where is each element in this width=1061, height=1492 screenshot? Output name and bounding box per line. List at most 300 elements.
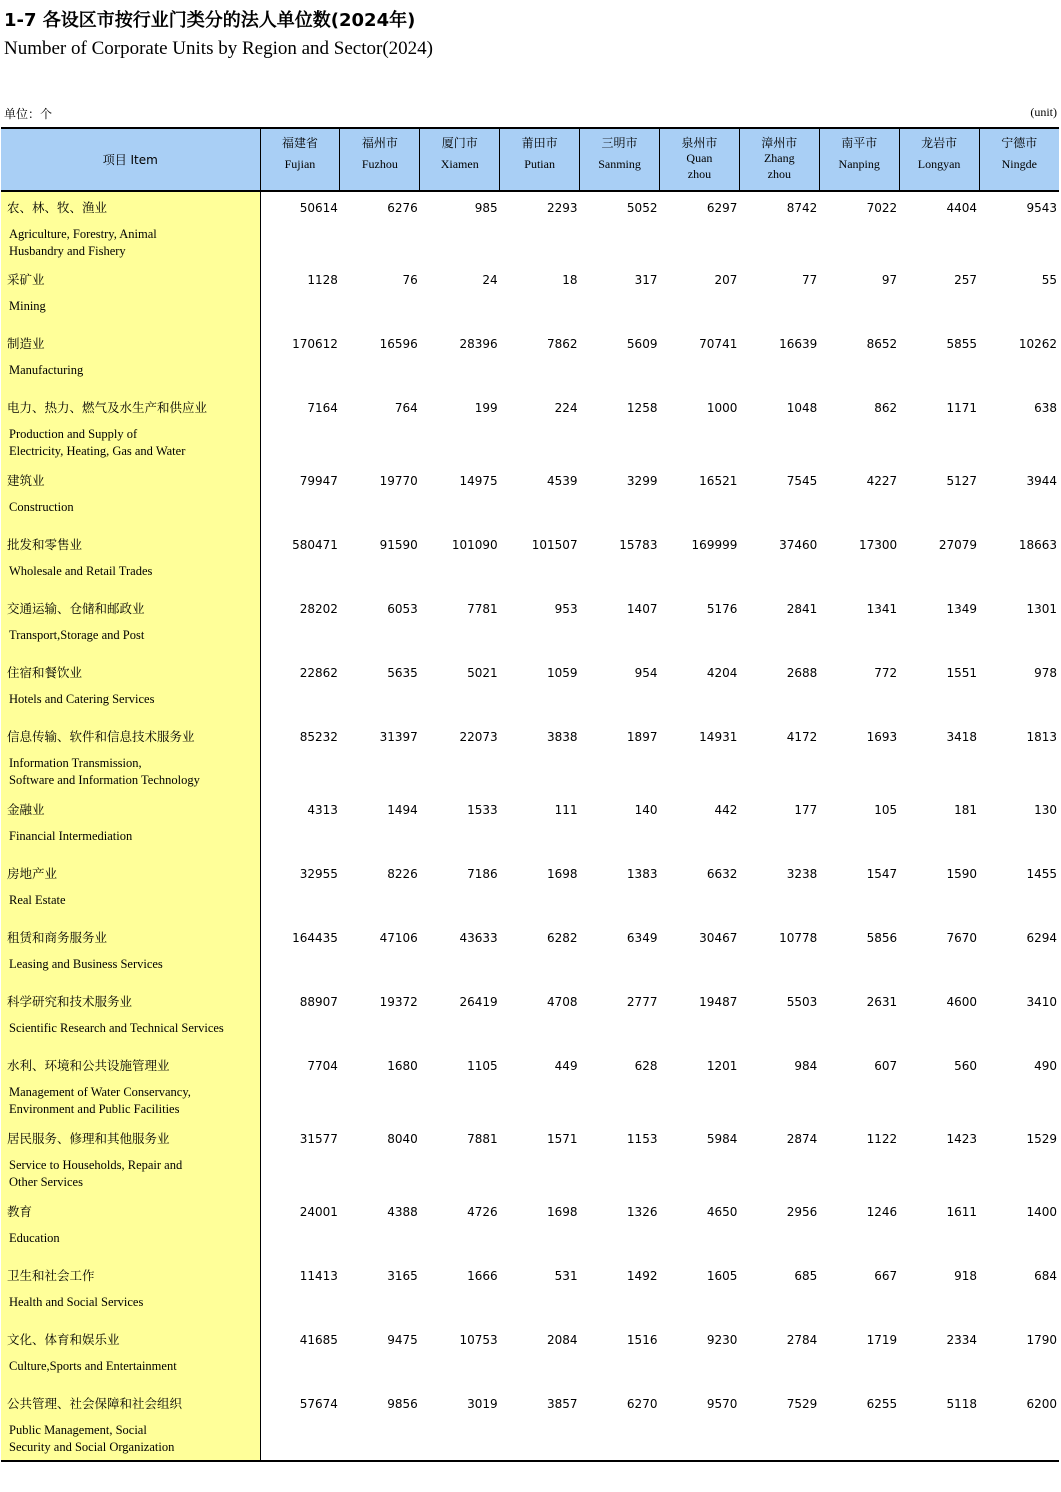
value-cell: 9570 xyxy=(659,1388,739,1461)
value-cell: 953 xyxy=(554,602,578,616)
value-cell: 772 xyxy=(874,666,898,680)
table-row xyxy=(1,657,1059,721)
region-column-header xyxy=(979,128,1059,191)
value-cell: 6270 xyxy=(580,1388,660,1461)
sector-cell xyxy=(1,1260,260,1324)
value-cell: 1897 xyxy=(626,730,658,744)
value-cell: 17300 xyxy=(858,538,898,552)
value-cell: 4227 xyxy=(866,474,898,488)
value-cell: 111 xyxy=(554,803,578,817)
region-name-en: Zhang zhou xyxy=(763,151,795,181)
value-cell: 24001 xyxy=(299,1205,338,1219)
sector-name-en: Transport,Storage and Post xyxy=(9,628,145,642)
value-cell: 1492 xyxy=(626,1269,658,1283)
value-cell: 76 xyxy=(402,273,418,287)
region-name-cn: 漳州市 xyxy=(761,136,798,150)
sector-name-cn: 房地产业 xyxy=(7,866,58,881)
value-cell: 177 xyxy=(794,803,818,817)
value-cell: 19487 xyxy=(699,995,738,1009)
value-cell: 37460 xyxy=(779,538,818,552)
value-cell: 224 xyxy=(554,401,578,415)
sector-name-cn: 批发和零售业 xyxy=(7,537,83,552)
sector-cell xyxy=(1,264,260,328)
value-cell: 985 xyxy=(474,201,498,215)
sector-name-cn: 水利、环境和公共设施管理业 xyxy=(7,1058,170,1073)
table-row xyxy=(1,858,1059,922)
value-cell: 207 xyxy=(714,273,738,287)
value-cell: 1698 xyxy=(547,867,578,881)
value-cell: 1122 xyxy=(866,1132,898,1146)
sector-cell xyxy=(1,986,260,1050)
region-name-en: Xiamen xyxy=(440,157,479,171)
page-title-cn: 1-7 各设区市按行业门类分的法人单位数(2024年) xyxy=(4,10,416,31)
value-cell: 5127 xyxy=(946,474,978,488)
sector-cell xyxy=(1,1388,260,1461)
table-row xyxy=(1,721,1059,794)
value-cell: 1400 xyxy=(1026,1205,1057,1219)
value-cell: 685 xyxy=(794,1269,818,1283)
region-name-en: Nanping xyxy=(838,157,880,171)
value-cell: 1128 xyxy=(307,273,338,287)
sector-name-cn: 制造业 xyxy=(7,336,45,351)
value-cell: 164435 xyxy=(292,931,338,945)
sector-name-en: Hotels and Catering Services xyxy=(9,692,155,706)
value-cell: 1301 xyxy=(1026,602,1057,616)
region-name-en: Putian xyxy=(524,157,555,171)
value-cell: 7881 xyxy=(467,1132,498,1146)
value-cell: 3410 xyxy=(1026,995,1057,1009)
value-cell: 101507 xyxy=(531,538,578,552)
value-cell: 9856 xyxy=(340,1388,420,1461)
sector-name-en: Financial Intermediation xyxy=(9,829,133,843)
sector-name-cn: 教育 xyxy=(7,1204,33,1219)
region-column-header xyxy=(819,128,899,191)
value-cell: 31397 xyxy=(379,730,418,744)
value-cell: 41685 xyxy=(299,1333,338,1347)
sector-name-cn: 住宿和餐饮业 xyxy=(7,665,83,680)
table-row xyxy=(1,392,1059,465)
value-cell: 11413 xyxy=(299,1269,338,1283)
unit-label-cn: 单位：个 xyxy=(4,107,53,121)
value-cell: 1246 xyxy=(866,1205,898,1219)
region-column-header xyxy=(260,128,340,191)
value-cell: 4388 xyxy=(387,1205,418,1219)
item-column-header: 项目 Item xyxy=(1,128,260,191)
table-row xyxy=(1,1260,1059,1324)
value-cell: 1258 xyxy=(626,401,658,415)
value-cell: 7704 xyxy=(307,1059,338,1073)
value-cell: 3418 xyxy=(946,730,978,744)
value-cell: 6200 xyxy=(979,1388,1059,1461)
value-cell: 4404 xyxy=(946,201,978,215)
value-cell: 3838 xyxy=(547,730,578,744)
value-cell: 764 xyxy=(394,401,418,415)
sector-name-en: Real Estate xyxy=(9,893,66,907)
region-name-cn: 泉州市 xyxy=(681,136,718,150)
value-cell: 638 xyxy=(1034,401,1057,415)
value-cell: 1383 xyxy=(626,867,658,881)
sector-name-en: Mining xyxy=(9,299,46,313)
sector-name-cn: 交通运输、仓储和邮政业 xyxy=(7,601,145,616)
value-cell: 1529 xyxy=(1026,1132,1057,1146)
value-cell: 3299 xyxy=(626,474,658,488)
value-cell: 8742 xyxy=(786,201,818,215)
value-cell: 1171 xyxy=(946,401,978,415)
value-cell: 5118 xyxy=(899,1388,979,1461)
sector-name-cn: 租赁和商务服务业 xyxy=(7,930,108,945)
value-cell: 490 xyxy=(1034,1059,1057,1073)
value-cell: 2631 xyxy=(866,995,898,1009)
value-cell: 57674 xyxy=(260,1388,340,1461)
value-cell: 28202 xyxy=(299,602,338,616)
sector-cell xyxy=(1,191,260,264)
value-cell: 580471 xyxy=(292,538,338,552)
value-cell: 984 xyxy=(794,1059,818,1073)
value-cell: 1693 xyxy=(866,730,898,744)
value-cell: 1048 xyxy=(786,401,818,415)
value-cell: 1547 xyxy=(866,867,898,881)
value-cell: 3944 xyxy=(1026,474,1057,488)
region-name-en: Quan zhou xyxy=(686,151,713,181)
table-row xyxy=(1,191,1059,264)
value-cell: 4650 xyxy=(706,1205,738,1219)
corporate-units-table xyxy=(1,127,1059,1462)
value-cell: 170612 xyxy=(292,337,338,351)
region-name-cn: 莆田市 xyxy=(521,136,558,150)
value-cell: 4539 xyxy=(547,474,578,488)
value-cell: 24 xyxy=(482,273,498,287)
value-cell: 88907 xyxy=(299,995,338,1009)
value-cell: 9230 xyxy=(706,1333,738,1347)
table-row xyxy=(1,986,1059,1050)
region-column-header xyxy=(899,128,979,191)
table-row xyxy=(1,529,1059,593)
sector-cell xyxy=(1,529,260,593)
value-cell: 257 xyxy=(954,273,978,287)
sector-name-cn: 采矿业 xyxy=(7,272,45,287)
value-cell: 97 xyxy=(881,273,898,287)
value-cell: 4204 xyxy=(706,666,738,680)
value-cell: 1201 xyxy=(706,1059,738,1073)
value-cell: 70741 xyxy=(699,337,738,351)
value-cell: 1719 xyxy=(866,1333,898,1347)
value-cell: 5609 xyxy=(626,337,658,351)
value-cell: 978 xyxy=(1034,666,1057,680)
sector-name-cn: 金融业 xyxy=(7,802,45,817)
value-cell: 5855 xyxy=(946,337,978,351)
value-cell: 27079 xyxy=(938,538,978,552)
value-cell: 7164 xyxy=(307,401,338,415)
page-title-en: Number of Corporate Units by Region and Sector(2024) xyxy=(4,38,433,59)
value-cell: 7670 xyxy=(946,931,978,945)
region-column-header xyxy=(340,128,420,191)
value-cell: 31577 xyxy=(299,1132,338,1146)
value-cell: 442 xyxy=(714,803,738,817)
value-cell: 5052 xyxy=(626,201,658,215)
sector-cell xyxy=(1,593,260,657)
value-cell: 5984 xyxy=(706,1132,738,1146)
value-cell: 10778 xyxy=(779,931,818,945)
value-cell: 5856 xyxy=(866,931,898,945)
value-cell: 181 xyxy=(954,803,978,817)
value-cell: 18 xyxy=(562,273,578,287)
value-cell: 5503 xyxy=(786,995,818,1009)
value-cell: 1605 xyxy=(706,1269,738,1283)
sector-name-en: Management of Water Conservancy, Environment and Public Facilities xyxy=(9,1085,191,1116)
value-cell: 862 xyxy=(874,401,898,415)
value-cell: 6282 xyxy=(547,931,578,945)
sector-name-cn: 信息传输、软件和信息技术服务业 xyxy=(7,729,195,744)
value-cell: 7022 xyxy=(866,201,898,215)
sector-name-en: Service to Households, Repair and Other Services xyxy=(9,1158,183,1189)
value-cell: 105 xyxy=(874,803,898,817)
sector-name-cn: 文化、体育和娱乐业 xyxy=(7,1332,120,1347)
value-cell: 7862 xyxy=(547,337,578,351)
region-name-en: Fuzhou xyxy=(361,157,398,171)
value-cell: 1494 xyxy=(387,803,418,817)
region-name-en: Longyan xyxy=(917,157,961,171)
value-cell: 1153 xyxy=(626,1132,658,1146)
value-cell: 2084 xyxy=(547,1333,578,1347)
value-cell: 55 xyxy=(1041,273,1057,287)
value-cell: 130 xyxy=(1034,803,1057,817)
sector-name-en: Health and Social Services xyxy=(9,1295,144,1309)
value-cell: 628 xyxy=(634,1059,658,1073)
value-cell: 3165 xyxy=(387,1269,418,1283)
sector-name-en: Scientific Research and Technical Services xyxy=(9,1021,224,1035)
value-cell: 16639 xyxy=(779,337,818,351)
sector-name-cn: 卫生和社会工作 xyxy=(7,1268,95,1283)
region-name-cn: 龙岩市 xyxy=(921,136,958,150)
region-column-header xyxy=(420,128,500,191)
unit-label-en: (unit) xyxy=(1030,105,1057,119)
table-body xyxy=(1,191,1059,1461)
value-cell: 22862 xyxy=(299,666,338,680)
value-cell: 28396 xyxy=(459,337,498,351)
value-cell: 5635 xyxy=(387,666,418,680)
value-cell: 531 xyxy=(554,1269,578,1283)
region-name-cn: 厦门市 xyxy=(441,136,478,150)
sector-cell xyxy=(1,1123,260,1196)
value-cell: 140 xyxy=(634,803,658,817)
sector-name-cn: 农、林、牧、渔业 xyxy=(7,200,108,215)
sector-name-en: Culture,Sports and Entertainment xyxy=(9,1359,177,1373)
value-cell: 26419 xyxy=(459,995,498,1009)
sector-name-en: Wholesale and Retail Trades xyxy=(9,564,153,578)
region-name-cn: 宁德市 xyxy=(1001,136,1038,150)
value-cell: 199 xyxy=(474,401,498,415)
value-cell: 3019 xyxy=(420,1388,500,1461)
value-cell: 18663 xyxy=(1018,538,1057,552)
sector-cell xyxy=(1,328,260,392)
value-cell: 1611 xyxy=(946,1205,978,1219)
sector-name-cn: 居民服务、修理和其他服务业 xyxy=(7,1131,170,1146)
value-cell: 32955 xyxy=(299,867,338,881)
region-name-cn: 三明市 xyxy=(601,136,638,150)
sector-name-cn: 建筑业 xyxy=(7,473,45,488)
value-cell: 85232 xyxy=(299,730,338,744)
value-cell: 101090 xyxy=(451,538,498,552)
value-cell: 1533 xyxy=(467,803,498,817)
value-cell: 1326 xyxy=(626,1205,658,1219)
value-cell: 1423 xyxy=(946,1132,978,1146)
value-cell: 1059 xyxy=(547,666,578,680)
sector-name-en: Education xyxy=(9,1231,60,1245)
sector-name-cn: 科学研究和技术服务业 xyxy=(7,994,133,1009)
region-name-en: Fujian xyxy=(284,157,316,171)
table-row xyxy=(1,1196,1059,1260)
value-cell: 6632 xyxy=(706,867,738,881)
value-cell: 918 xyxy=(954,1269,978,1283)
value-cell: 16596 xyxy=(379,337,418,351)
table-row xyxy=(1,593,1059,657)
value-cell: 6053 xyxy=(387,602,418,616)
region-column-header xyxy=(500,128,580,191)
sector-cell xyxy=(1,1196,260,1260)
value-cell: 2841 xyxy=(786,602,818,616)
sector-name-en: Information Transmission, Software and Information Technology xyxy=(9,756,200,787)
value-cell: 2784 xyxy=(786,1333,818,1347)
value-cell: 1571 xyxy=(547,1132,578,1146)
value-cell: 10262 xyxy=(1018,337,1057,351)
region-column-header xyxy=(659,128,739,191)
sector-name-cn: 公共管理、社会保障和社会组织 xyxy=(7,1396,183,1411)
region-name-cn: 福建省 xyxy=(281,136,318,150)
value-cell: 8040 xyxy=(387,1132,418,1146)
value-cell: 19770 xyxy=(379,474,418,488)
value-cell: 6294 xyxy=(1026,931,1057,945)
value-cell: 684 xyxy=(1034,1269,1057,1283)
value-cell: 16521 xyxy=(699,474,738,488)
value-cell: 3238 xyxy=(786,867,818,881)
value-cell: 2293 xyxy=(547,201,578,215)
value-cell: 7781 xyxy=(467,602,498,616)
value-cell: 7545 xyxy=(786,474,818,488)
region-name-en: Ningde xyxy=(1001,157,1037,171)
sector-cell xyxy=(1,1050,260,1123)
value-cell: 4172 xyxy=(786,730,818,744)
value-cell: 1105 xyxy=(467,1059,498,1073)
region-column-header xyxy=(739,128,819,191)
value-cell: 5021 xyxy=(467,666,498,680)
table-row xyxy=(1,1050,1059,1123)
value-cell: 8226 xyxy=(387,867,418,881)
value-cell: 4708 xyxy=(547,995,578,1009)
value-cell: 22073 xyxy=(459,730,498,744)
value-cell: 47106 xyxy=(379,931,418,945)
value-cell: 91590 xyxy=(379,538,418,552)
table-row xyxy=(1,922,1059,986)
table-row xyxy=(1,465,1059,529)
sector-name-en: Agriculture, Forestry, Animal Husbandry and Fishery xyxy=(9,227,157,258)
value-cell: 6349 xyxy=(626,931,658,945)
sector-cell xyxy=(1,858,260,922)
value-cell: 1698 xyxy=(547,1205,578,1219)
value-cell: 79947 xyxy=(299,474,338,488)
sector-cell xyxy=(1,721,260,794)
value-cell: 3857 xyxy=(500,1388,580,1461)
value-cell: 14931 xyxy=(699,730,738,744)
value-cell: 1341 xyxy=(866,602,898,616)
sector-cell xyxy=(1,922,260,986)
value-cell: 6255 xyxy=(819,1388,899,1461)
value-cell: 667 xyxy=(874,1269,898,1283)
value-cell: 1790 xyxy=(1026,1333,1057,1347)
value-cell: 1516 xyxy=(626,1333,658,1347)
value-cell: 1813 xyxy=(1026,730,1057,744)
table-row xyxy=(1,794,1059,858)
value-cell: 50614 xyxy=(299,201,338,215)
table-row xyxy=(1,1123,1059,1196)
sector-cell xyxy=(1,794,260,858)
value-cell: 1000 xyxy=(706,401,738,415)
value-cell: 5176 xyxy=(706,602,738,616)
table-row xyxy=(1,328,1059,392)
value-cell: 607 xyxy=(874,1059,898,1073)
sector-name-en: Manufacturing xyxy=(9,363,84,377)
sector-cell xyxy=(1,1324,260,1388)
sector-name-en: Public Management, Social Security and Social Organization xyxy=(9,1423,175,1454)
value-cell: 4600 xyxy=(946,995,978,1009)
table-header-row xyxy=(1,128,1059,191)
value-cell: 7186 xyxy=(467,867,498,881)
value-cell: 2956 xyxy=(786,1205,818,1219)
table-row xyxy=(1,1388,1059,1461)
value-cell: 8652 xyxy=(866,337,898,351)
value-cell: 1666 xyxy=(467,1269,498,1283)
sector-name-en: Production and Supply of Electricity, Heating, Gas and Water xyxy=(9,427,186,458)
table-row xyxy=(1,1324,1059,1388)
region-name-cn: 南平市 xyxy=(841,136,878,150)
value-cell: 77 xyxy=(801,273,818,287)
sector-cell xyxy=(1,465,260,529)
value-cell: 4313 xyxy=(307,803,338,817)
table-row xyxy=(1,264,1059,328)
sector-name-en: Leasing and Business Services xyxy=(9,957,163,971)
sector-name-cn: 电力、热力、燃气及水生产和供应业 xyxy=(7,400,208,415)
value-cell: 1680 xyxy=(387,1059,418,1073)
region-column-header xyxy=(580,128,660,191)
region-name-en: Sanming xyxy=(598,157,641,171)
value-cell: 19372 xyxy=(379,995,418,1009)
value-cell: 169999 xyxy=(691,538,738,552)
value-cell: 1590 xyxy=(946,867,978,881)
value-cell: 317 xyxy=(634,273,658,287)
value-cell: 560 xyxy=(954,1059,978,1073)
value-cell: 1407 xyxy=(626,602,658,616)
value-cell: 4726 xyxy=(467,1205,498,1219)
value-cell: 1455 xyxy=(1026,867,1057,881)
value-cell: 2334 xyxy=(946,1333,978,1347)
sector-cell xyxy=(1,392,260,465)
value-cell: 6297 xyxy=(706,201,738,215)
sector-cell xyxy=(1,657,260,721)
value-cell: 15783 xyxy=(619,538,658,552)
value-cell: 10753 xyxy=(459,1333,498,1347)
value-cell: 2688 xyxy=(786,666,818,680)
value-cell: 6276 xyxy=(387,201,418,215)
value-cell: 1349 xyxy=(946,602,978,616)
value-cell: 1551 xyxy=(946,666,978,680)
value-cell: 449 xyxy=(554,1059,578,1073)
value-cell: 43633 xyxy=(459,931,498,945)
value-cell: 7529 xyxy=(739,1388,819,1461)
value-cell: 30467 xyxy=(699,931,738,945)
value-cell: 9543 xyxy=(1026,201,1057,215)
value-cell: 9475 xyxy=(387,1333,418,1347)
value-cell: 14975 xyxy=(459,474,498,488)
value-cell: 954 xyxy=(634,666,658,680)
